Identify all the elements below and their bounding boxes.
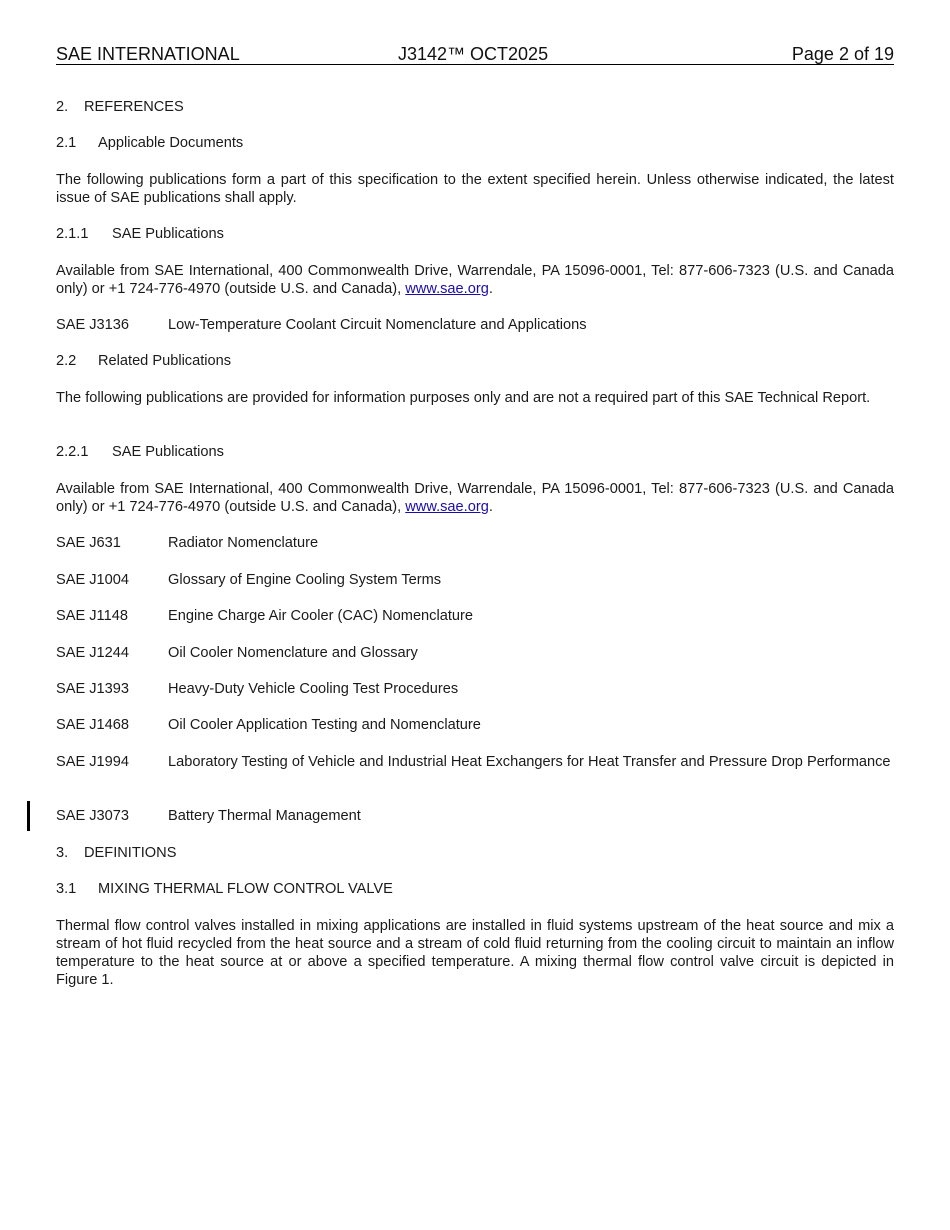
section-heading-sae-publications-1 — [56, 225, 894, 243]
reference-code: SAE J1468 — [56, 717, 130, 733]
section-title: DEFINITIONS — [84, 845, 177, 861]
reference-title: Battery Thermal Management — [168, 808, 361, 824]
section-number: 2.2.1 — [56, 444, 89, 460]
page-header — [56, 44, 894, 65]
section-title: MIXING THERMAL FLOW CONTROL VALVE — [98, 881, 393, 897]
section-heading-related-publications — [56, 352, 894, 370]
reference-code: SAE J1393 — [56, 681, 130, 697]
related-publications-paragraph: The following publications are provided for information purposes only and are not a required part of this SAE Technical Report. — [56, 390, 871, 406]
availability-text: Available from SAE International, 400 Commonwealth Drive, Warrendale, PA 15096-0001, Tel: 877-606-7323 (U.S. and Canada only) or +1 724-776-4970 (outside U.S. and Canada), — [56, 263, 894, 297]
section-number: 3. — [56, 845, 69, 861]
reference-title: Oil Cooler Nomenclature and Glossary — [168, 645, 418, 661]
reference-title: Low-Temperature Coolant Circuit Nomenclature and Applications — [168, 317, 587, 333]
reference-code: SAE J1148 — [56, 608, 128, 624]
section-heading-definitions — [56, 844, 894, 862]
change-bar — [27, 801, 30, 831]
section-heading-references — [56, 98, 894, 116]
reference-title: Heavy-Duty Vehicle Cooling Test Procedures — [168, 681, 459, 697]
reference-code: SAE J3136 — [56, 317, 130, 333]
section-title: SAE Publications — [112, 444, 224, 460]
reference-code: SAE J1244 — [56, 645, 130, 661]
section-number: 2.2 — [56, 353, 77, 369]
section-number: 2.1 — [56, 135, 77, 151]
reference-code: SAE J3073 — [56, 808, 130, 824]
reference-title: Radiator Nomenclature — [168, 535, 319, 551]
availability-text: Available from SAE International, 400 Commonwealth Drive, Warrendale, PA 15096-0001, Tel: 877-606-7323 (U.S. and Canada only) or +1 724-776-4970 (outside U.S. and Canada), — [56, 481, 894, 515]
section-title: Applicable Documents — [98, 135, 244, 151]
applicable-documents-paragraph: The following publications form a part of this specification to the extent specified herein. Unless otherwise indicated, the latest issue of SAE publications shall apply. — [56, 172, 894, 206]
mixing-valve-paragraph: Thermal flow control valves installed in mixing applications are installed in fluid systems upstream of the heat source and mix a stream of hot fluid recycled from the heat source and a stream of cold fluid returning from the cooling circuit to maintain an inflow temperature to the heat source at or above a specified temperature. A mixing thermal flow control valve circuit is depicted in Figure 1. — [56, 918, 894, 988]
section-number: 2.1.1 — [56, 226, 89, 242]
section-number: 3.1 — [56, 881, 77, 897]
reference-title: Oil Cooler Application Testing and Nomenclature — [168, 717, 481, 733]
availability-paragraph-2: Available from SAE International, 400 Commonwealth Drive, Warrendale, PA 15096-0001, Tel: 877-606-7323 (U.S. and Canada only) or +1 724-776-4970 (outside U.S. and Canada), www.sae.org. — [56, 481, 894, 515]
header-document-id: J3142™ OCT2025 — [398, 44, 549, 64]
reference-code: SAE J1004 — [56, 572, 130, 588]
availability-paragraph-1: Available from SAE International, 400 Commonwealth Drive, Warrendale, PA 15096-0001, Tel: 877-606-7323 (U.S. and Canada only) or +1 724-776-4970 (outside U.S. and Canada), www.sae.org. — [56, 263, 894, 297]
section-title: Related Publications — [98, 353, 232, 369]
header-page-number: Page 2 of 19 — [791, 44, 894, 64]
section-heading-sae-publications-2 — [56, 443, 894, 461]
section-heading-mixing-valve — [56, 880, 894, 898]
reference-code: SAE J1994 — [56, 754, 130, 770]
section-title: REFERENCES — [84, 99, 184, 115]
sae-website-link[interactable]: www.sae.org — [405, 499, 489, 515]
sae-website-link[interactable]: www.sae.org — [405, 281, 489, 297]
reference-code: SAE J631 — [56, 535, 121, 551]
section-number: 2. — [56, 99, 69, 115]
reference-title: Glossary of Engine Cooling System Terms — [168, 572, 442, 588]
reference-title: Laboratory Testing of Vehicle and Industrial Heat Exchangers for Heat Transfer and Pressure Drop Performance — [168, 754, 891, 770]
section-heading-applicable-documents — [56, 134, 894, 152]
header-organization: SAE INTERNATIONAL — [56, 44, 240, 64]
section-title: SAE Publications — [112, 226, 224, 242]
reference-title: Engine Charge Air Cooler (CAC) Nomenclature — [168, 608, 473, 624]
